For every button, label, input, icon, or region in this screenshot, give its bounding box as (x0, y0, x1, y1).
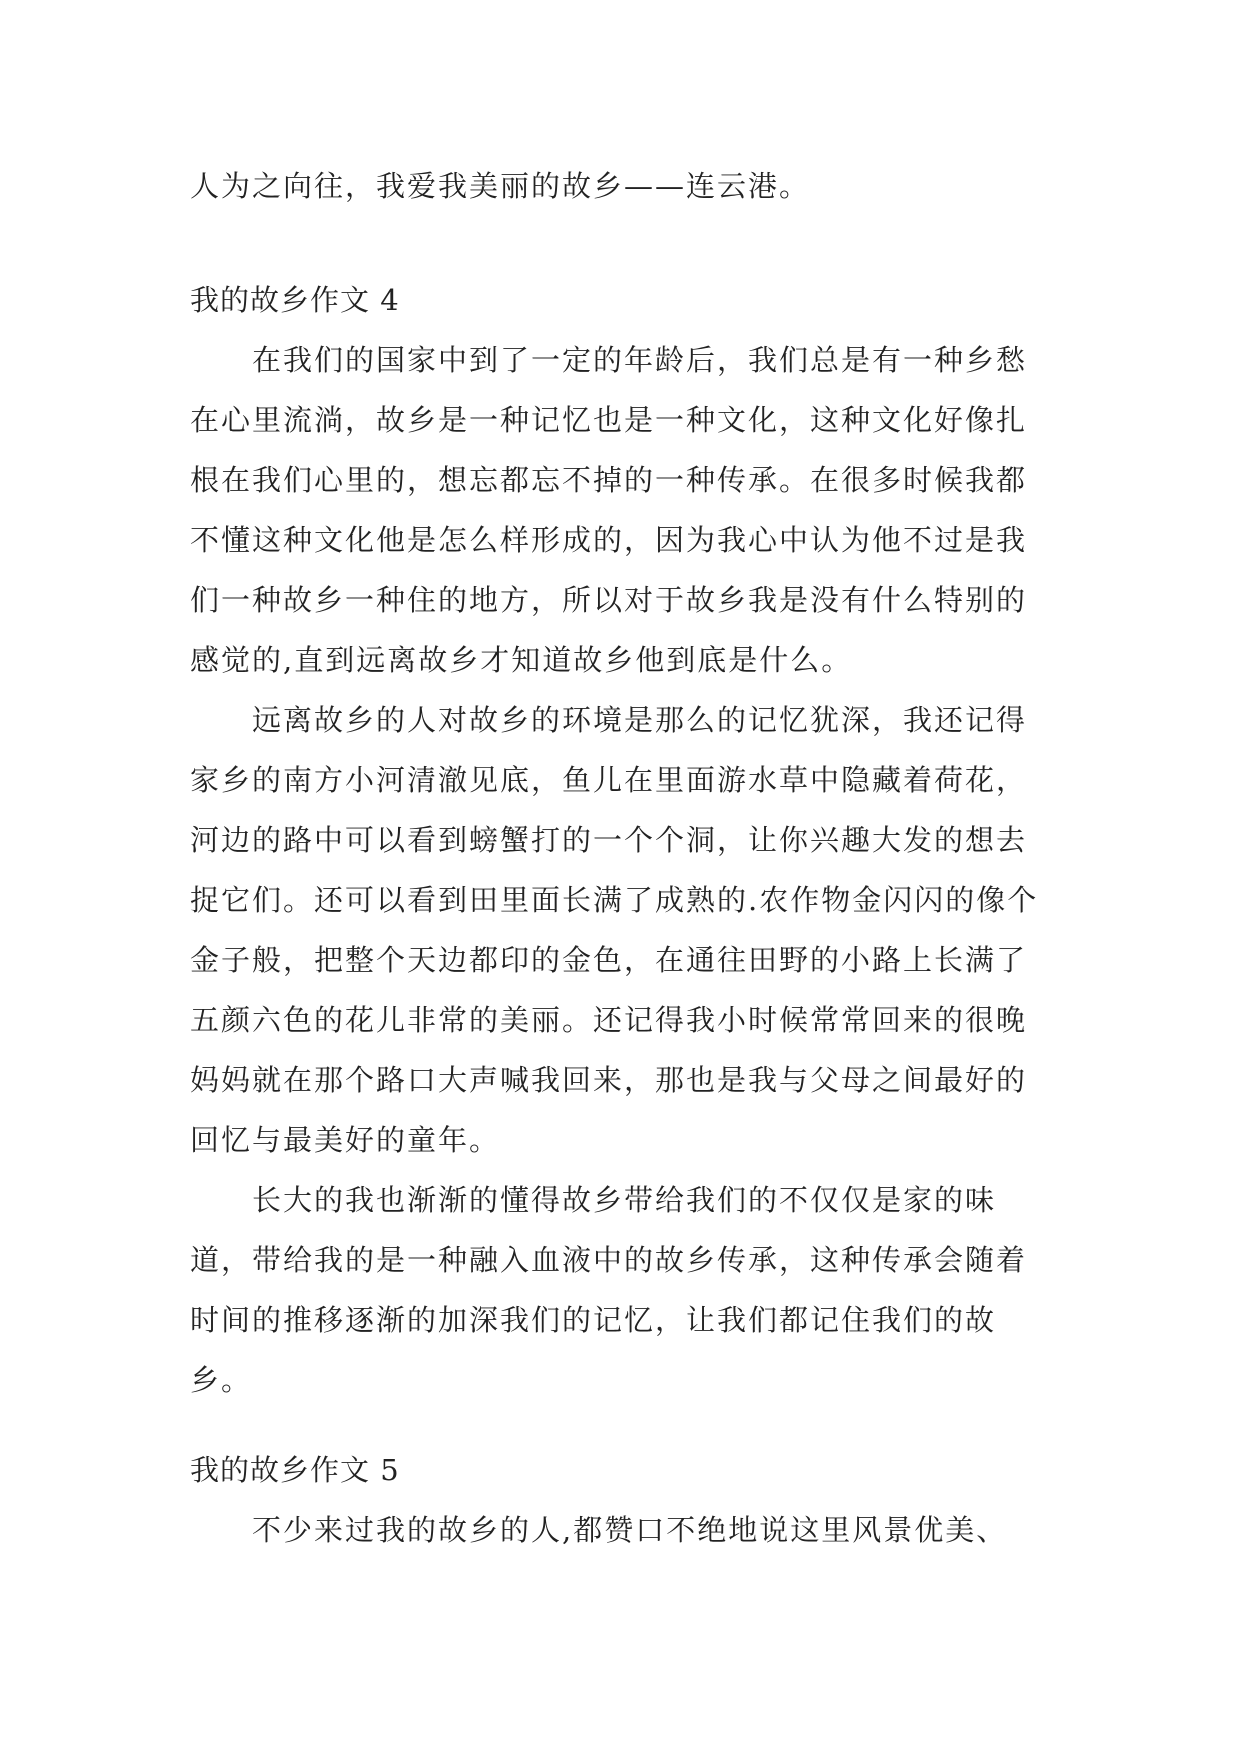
essay-4-body (190, 330, 1052, 1410)
essay-5-body (190, 1500, 1052, 1560)
essay-5-paragraph-1: 不少来过我的故乡的人,都赞口不绝地说这里风景优美、 (252, 1513, 1008, 1547)
essay-4-paragraph-2: 远离故乡的人对故乡的环境是那么的记忆犹深，我还记得家乡的南方小河清澈见底，鱼儿在里面游水草中隐藏着荷花，河边的路中可以看到螃蟹打的一个个洞，让你兴趣大发的想去捉它们。还可以看到田里面长满了成熟的.农作物金闪闪的像个金子般，把整个天边都印的金色，在通往田野的小路上长满了五颜六色的花儿非常的美丽。还记得我小时候常常回来的很晚妈妈就在那个路口大声喊我回来，那也是我与父母之间最好的回忆与最美好的童年。 (190, 703, 1039, 1157)
continuation-paragraph: 人为之向往，我爱我美丽的故乡——连云港。 (190, 169, 811, 203)
essay-4-heading: 我的故乡作文 4 (190, 283, 400, 317)
essay-4-paragraph-1: 在我们的国家中到了一定的年龄后，我们总是有一种乡愁在心里流淌，故乡是一种记忆也是一种文化，这种文化好像扎根在我们心里的，想忘都忘不掉的一种传承。在很多时候我都不懂这种文化他是怎么样形成的，因为我心中认为他不过是我们一种故乡一种住的地方，所以对于故乡我是没有什么特别的感觉的,直到远离故乡才知道故乡他到底是什么。 (190, 343, 1028, 677)
essay-5-heading: 我的故乡作文 5 (190, 1453, 400, 1487)
previous-essay-ending (190, 156, 1052, 216)
essay-4-paragraph-3: 长大的我也渐渐的懂得故乡带给我们的不仅仅是家的味道，带给我的是一种融入血液中的故乡传承，这种传承会随着时间的推移逐渐的加深我们的记忆，让我们都记住我们的故乡。 (190, 1183, 1028, 1397)
